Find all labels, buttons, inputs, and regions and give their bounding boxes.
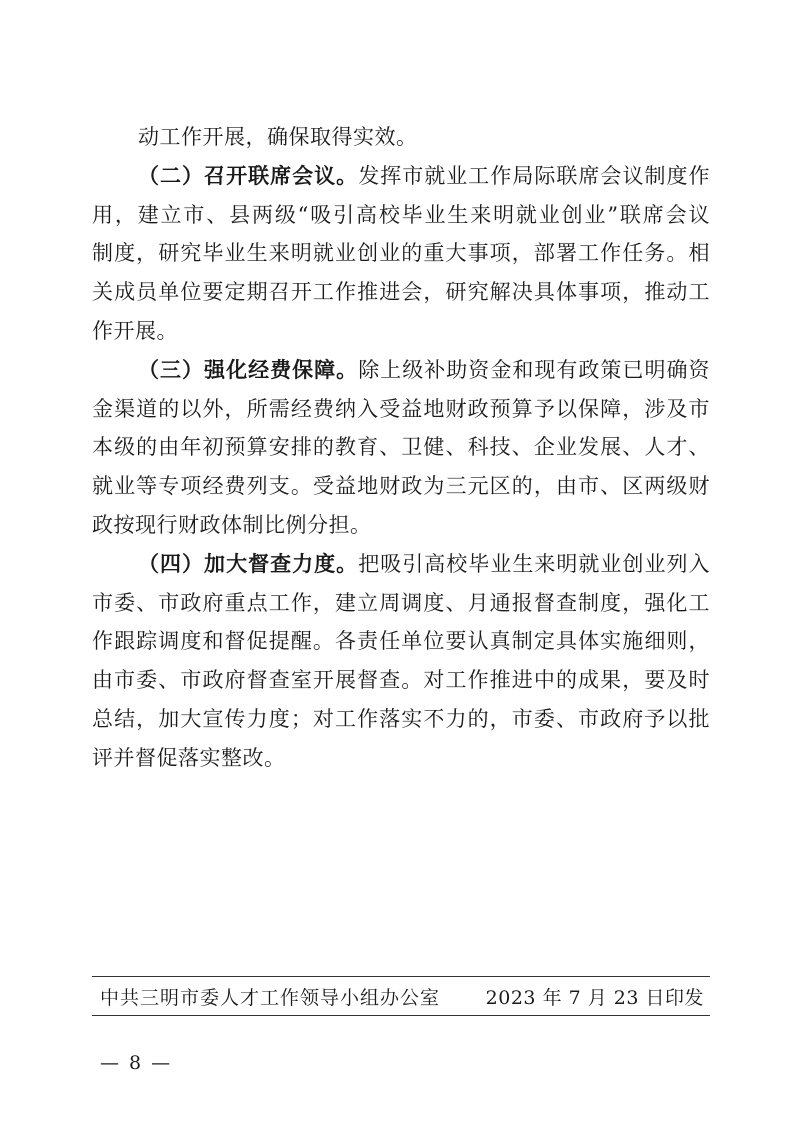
section-heading: （三）强化经费保障。 <box>138 356 359 382</box>
issuer-name: 中共三明市委人才工作领导小组办公室 <box>100 987 441 1009</box>
paragraph-line: 总结，加大宣传力度；对工作落实不力的，市委、市政府予以批 <box>92 706 710 731</box>
document-body <box>92 118 710 778</box>
paragraph-continuation-line: 动工作开展，确保取得实效。 <box>138 125 418 149</box>
paragraph-line: 就业等专项经费列支。受益地财政为三元区的，由市、区两级财 <box>92 474 710 499</box>
paragraph-line: 关成员单位要定期召开工作推进会，研究解决具体事项，推动工 <box>92 280 710 305</box>
paragraph-line: 政按现行财政体制比例分担。 <box>92 512 372 537</box>
paragraph-first-line <box>92 157 710 196</box>
paragraph-first-line <box>92 351 710 390</box>
section-heading: （四）加大督查力度。 <box>138 550 359 576</box>
page-number: — 8 — <box>100 1052 173 1074</box>
paragraph-line: 市委、市政府重点工作，建立周调度、月通报督查制度，强化工 <box>92 590 710 615</box>
paragraph-line: 制度，研究毕业生来明就业创业的重大事项，部署工作任务。相 <box>92 241 710 266</box>
paragraph-line: 本级的由年初预算安排的教育、卫健、科技、企业发展、人才、 <box>92 435 710 460</box>
paragraph-text: 发挥市就业工作局际联席会议制度作 <box>358 163 711 188</box>
paragraph-line: 作开展。 <box>92 318 178 343</box>
section-heading: （二）召开联席会议。 <box>138 162 359 188</box>
issue-date: 2023 年 7 月 23 日印发 <box>485 987 704 1009</box>
paragraph-first-line <box>92 545 710 584</box>
paragraph-line: 用，建立市、县两级“吸引高校毕业生来明就业创业”联席会议 <box>92 202 710 227</box>
footer-bottom-rule <box>92 1015 710 1016</box>
footer-top-rule <box>92 976 710 977</box>
issuance-footer <box>100 983 704 1013</box>
paragraph-line: 作跟踪调度和督促提醒。各责任单位要认真制定具体实施细则， <box>92 629 710 654</box>
paragraph-line: 金渠道的以外，所需经费纳入受益地财政预算予以保障，涉及市 <box>92 396 710 421</box>
paragraph-line: 由市委、市政府督查室开展督查。对工作推进中的成果，要及时 <box>92 668 710 693</box>
paragraph-text: 把吸引高校毕业生来明就业创业列入 <box>358 551 711 576</box>
paragraph-line: 评并督促落实整改。 <box>92 745 286 770</box>
paragraph-text: 除上级补助资金和现有政策已明确资 <box>358 357 711 382</box>
